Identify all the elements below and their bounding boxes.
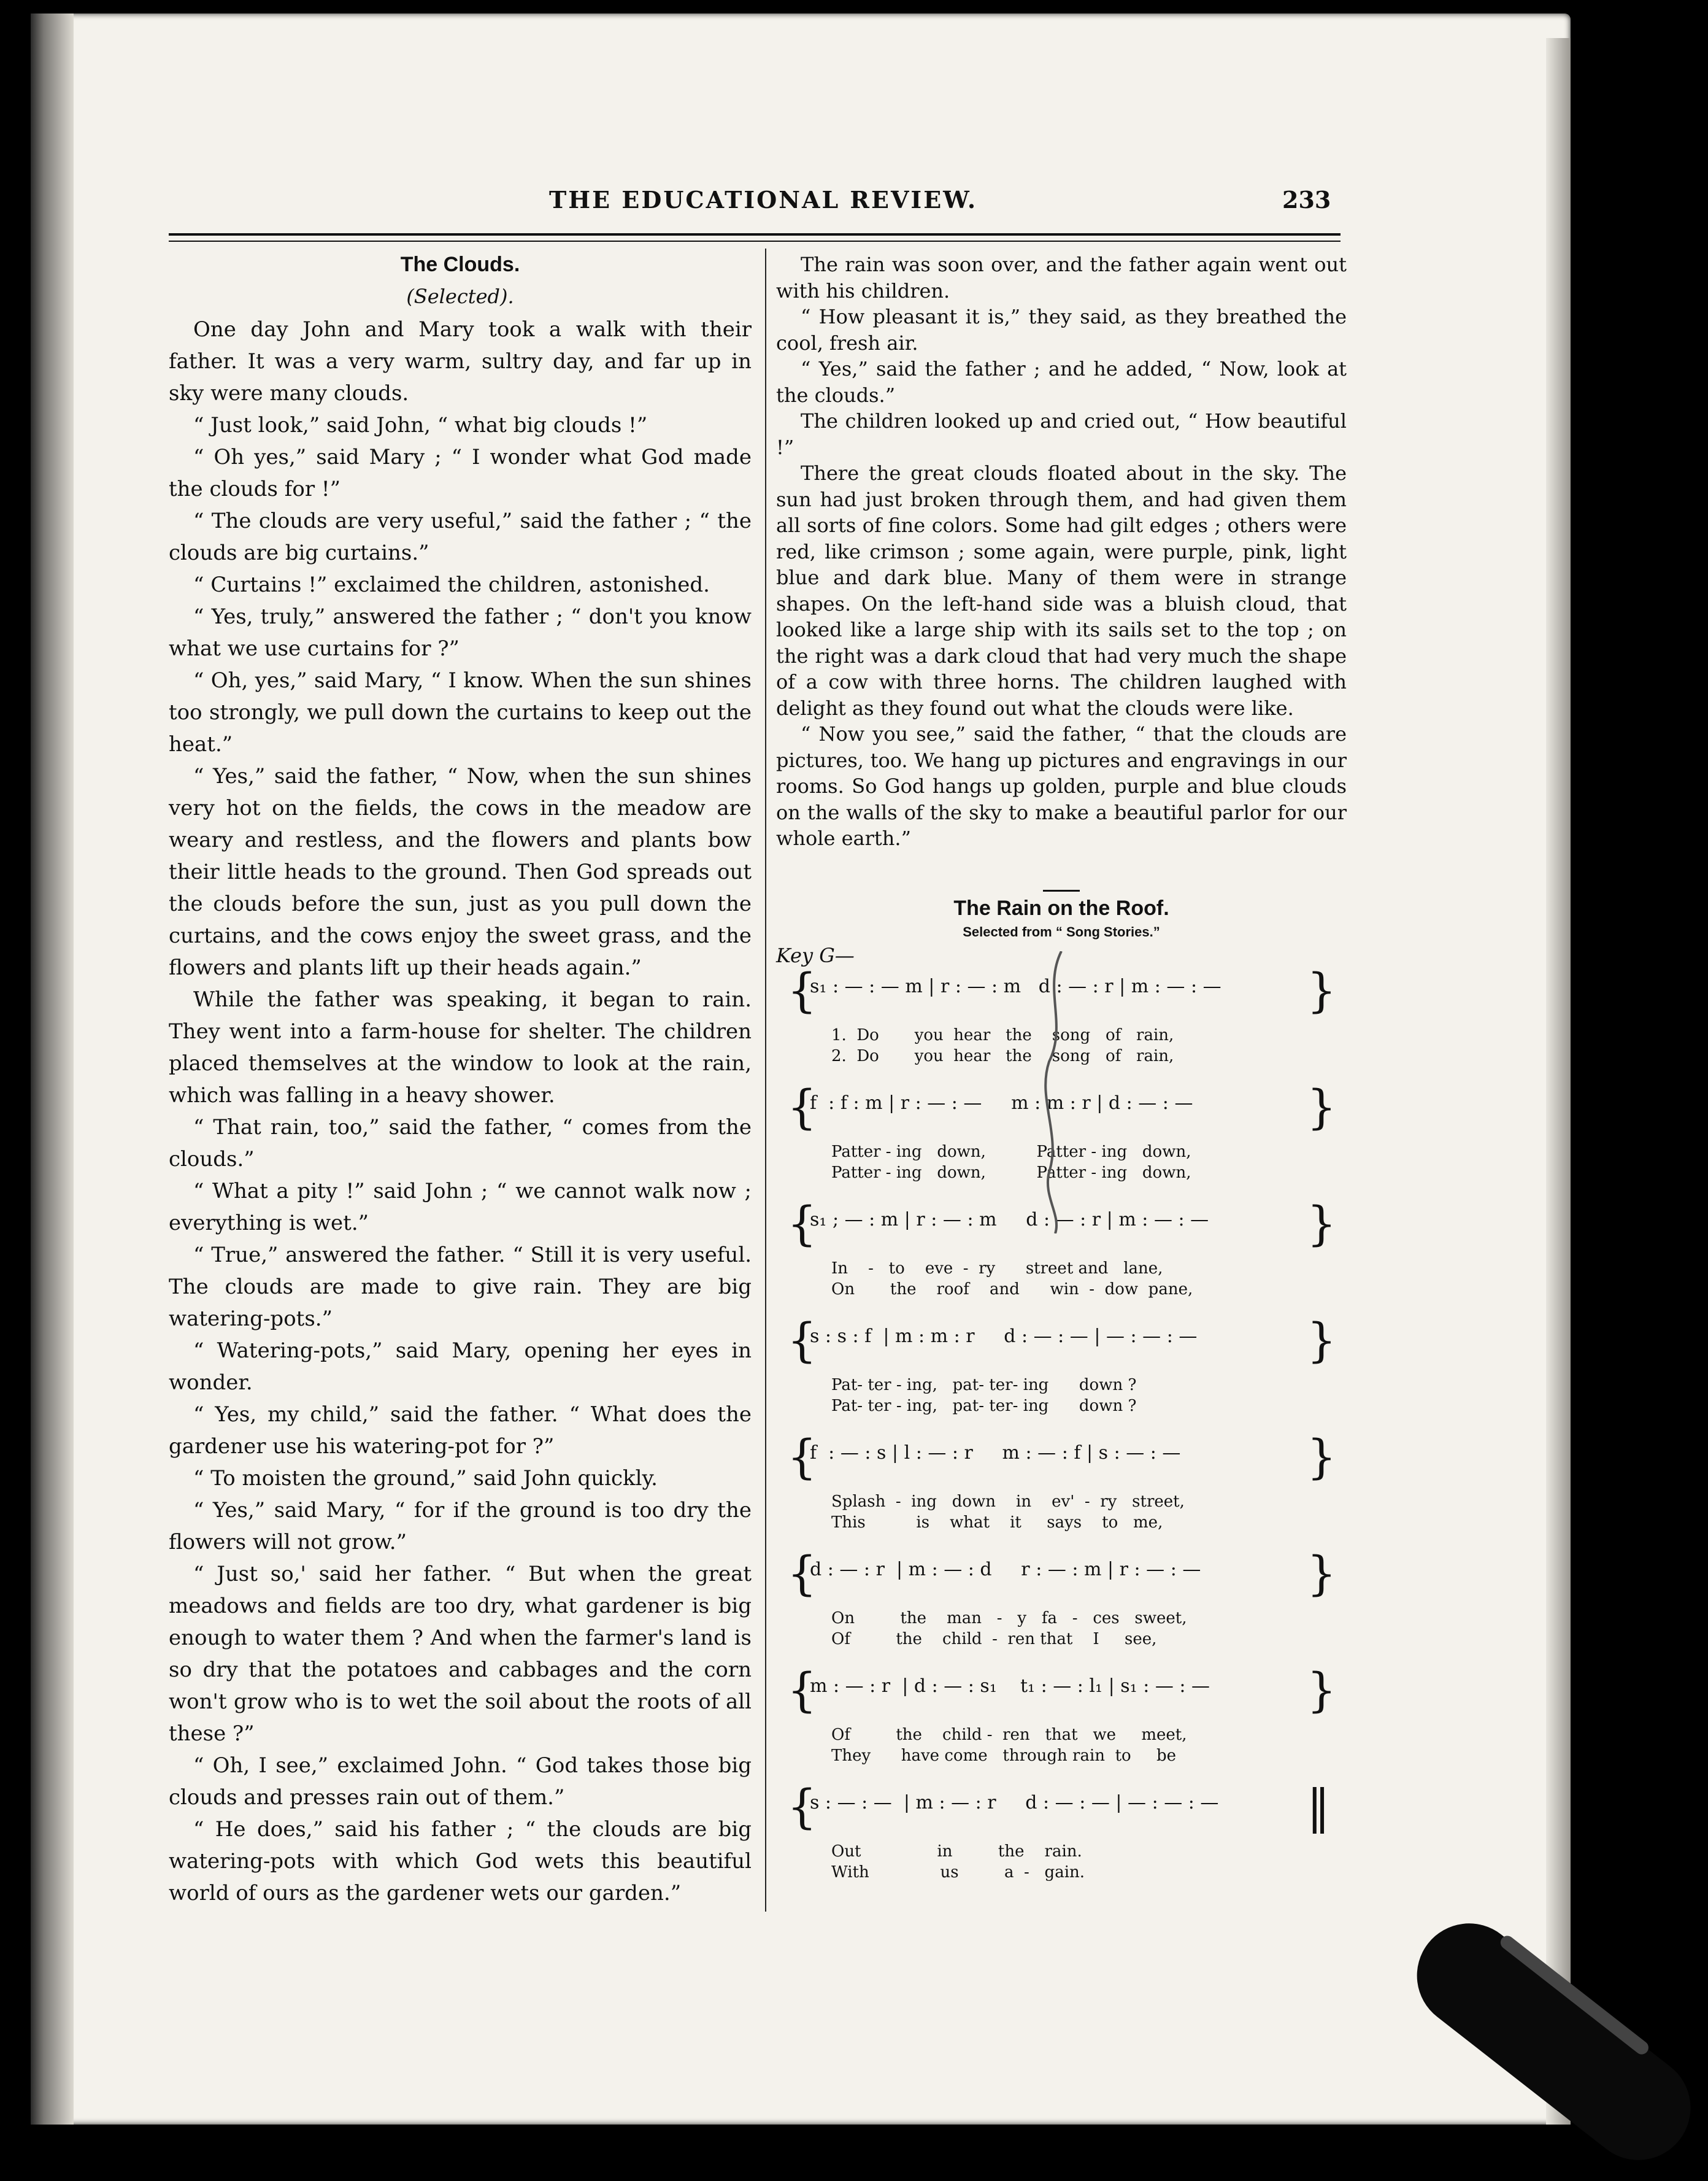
article-title: The Clouds. <box>400 253 520 276</box>
paragraph: “ Yes, truly,” answered the father ; “ don't you know what we use curtains for ?” <box>169 604 752 661</box>
brace-right: } <box>1307 1079 1337 1134</box>
solfa-notes: f : f : m | r : — : — m : m : r | d : — : — <box>810 1092 1193 1114</box>
brace-right: } <box>1307 1429 1337 1484</box>
paragraph: “ Oh, yes,” said Mary, “ I know. When the sun shines too strongly, we pull down the curtains to keep out the heat.” <box>169 668 752 757</box>
page-edge <box>1546 38 1571 2125</box>
lyric-line: 2. Do you hear the song of rain, <box>831 1047 1174 1065</box>
running-title: THE EDUCATIONAL REVIEW. <box>549 186 978 214</box>
lyric-line: On the man - y fa - ces sweet, <box>831 1609 1187 1627</box>
brace-left: { <box>787 1779 817 1834</box>
paragraph: “ Just so,' said her father. “ But when the great meadows and fields are too dry, what gardener is big enough to water them ? And when the farmer's land is so dry that the potatoes and cabbages and the corn won't grow who is to wet the soil about the roots of all these ?” <box>169 1562 752 1746</box>
paragraph: “ The clouds are very useful,” said the father ; “ the clouds are big curtains.” <box>169 509 752 565</box>
lyric-line: In - to eve - ry street and lane, <box>831 1259 1163 1278</box>
solfa-notes: s : — : — | m : — : r d : — : — | — : — : — <box>810 1792 1219 1813</box>
solfa-notes: d : — : r | m : — : d r : — : m | r : — : — <box>810 1559 1201 1580</box>
lyric-line: This is what it says to me, <box>831 1513 1163 1532</box>
lyric-line: Out in the rain. <box>831 1842 1082 1861</box>
article-subtitle: (Selected). <box>406 285 514 308</box>
stanza <box>776 1429 1347 1550</box>
paragraph: The rain was soon over, and the father again went out with his children. <box>776 253 1347 303</box>
stanza <box>776 1779 1347 1900</box>
song-key: Key G— <box>776 944 855 967</box>
solfa-notes: m : — : r | d : — : s₁ t₁ : — : l₁ | s₁ : — : — <box>810 1675 1210 1697</box>
lyric-line: 1. Do you hear the song of rain, <box>831 1026 1174 1044</box>
paragraph: “ Yes,” said the father ; and he added, “ Now, look at the clouds.” <box>776 357 1347 407</box>
paragraph: While the father was speaking, it began to rain. They went into a farm-house for shelter. The children placed themselves at the window to look at the rain, which was falling in a heavy shower. <box>169 987 752 1108</box>
solfa-notes: s₁ : — : — m | r : — : m d : — : r | m : — : — <box>810 976 1221 997</box>
brace-left: { <box>787 1079 817 1134</box>
stanza <box>776 1313 1347 1434</box>
paragraph: “ Yes, my child,” said the father. “ What does the gardener use his watering-pot for ?” <box>169 1402 752 1459</box>
lyric-line: Patter - ing down, Patter - ing down, <box>831 1164 1191 1182</box>
paragraph: “ How pleasant it is,” they said, as they breathed the cool, fresh air. <box>776 305 1347 355</box>
brace-left: { <box>787 1429 817 1484</box>
header-rule <box>169 233 1341 236</box>
paragraph: “ Just look,” said John, “ what big clouds !” <box>193 413 648 438</box>
brace-left: { <box>787 1313 817 1367</box>
section-rule <box>1043 890 1080 892</box>
brace-left: { <box>787 1196 817 1251</box>
song-source: Selected from “ Song Stories.” <box>963 924 1160 940</box>
paragraph: “ Yes,” said Mary, “ for if the ground is too dry the flowers will not grow.” <box>169 1498 752 1554</box>
paragraph: “ To moisten the ground,” said John quickly. <box>193 1466 658 1491</box>
brace-left: { <box>787 1662 817 1717</box>
solfa-notes: s₁ ; — : m | r : — : m d : — : r | m : — : — <box>810 1209 1209 1230</box>
brace-right: ‖ <box>1307 1779 1330 1834</box>
column-divider <box>765 249 766 1912</box>
lyric-line: They have come through rain to be <box>831 1747 1177 1765</box>
paragraph: “ Oh yes,” said Mary ; “ I wonder what God made the clouds for !” <box>169 445 752 501</box>
stanza <box>776 1662 1347 1783</box>
paragraph: “ True,” answered the father. “ Still it is very useful. The clouds are made to give rain. They are big watering-pots.” <box>169 1243 752 1331</box>
paragraph: “ Yes,” said the father, “ Now, when the sun shines very hot on the fields, the cows in the meadow are weary and restless, and the flowers and plants bow their little heads to the ground. Then God spreads out the clouds before the sun, just as you pull down the curtains, and the cows enjoy the sweet grass, and the flowers and plants lift up their heads again.” <box>169 764 752 980</box>
left-column <box>169 249 752 1909</box>
paragraph: “ What a pity !” said John ; “ we cannot walk now ; everything is wet.” <box>169 1179 752 1235</box>
brace-right: } <box>1307 1313 1337 1367</box>
lyric-line: On the roof and win - dow pane, <box>831 1280 1193 1299</box>
brace-right: } <box>1307 1196 1337 1251</box>
lyric-line: Pat- ter - ing, pat- ter- ing down ? <box>831 1376 1137 1394</box>
song-title: The Rain on the Roof. <box>953 897 1169 920</box>
brace-left: { <box>787 1546 817 1600</box>
paragraph: “ Now you see,” said the father, “ that the clouds are pictures, too. We hang up pictures and engravings in our rooms. So God hangs up golden, purple and blue clouds on the walls of the sky to make a beautiful parlor for our whole earth.” <box>776 722 1347 850</box>
solfa-notes: f : — : s | l : — : r m : — : f | s : — : — <box>810 1442 1181 1464</box>
lyric-line: Of the child - ren that I see, <box>831 1630 1157 1648</box>
lyric-line: Pat- ter - ing, pat- ter- ing down ? <box>831 1397 1137 1415</box>
paragraph: “ Oh, I see,” exclaimed John. “ God takes those big clouds and presses rain out of them.” <box>169 1753 752 1810</box>
paragraph: “ Curtains !” exclaimed the children, astonished. <box>193 573 710 597</box>
brace-right: } <box>1307 963 1337 1017</box>
paragraph: There the great clouds floated about in the sky. The sun had just broken through them, and had given them all sorts of fine colors. Some had gilt edges ; others were red, like crimson ; some again, were purple, pink, light blue and dark blue. Many of them were in strange shapes. On the left-hand side was a bluish cloud, that looked like a large ship with its sails set to the top ; on the right was a dark cloud that had very much the shape of a cow with three horns. The children laughed with delight as they found out what the clouds were like. <box>776 461 1347 720</box>
lyric-line: Of the child - ren that we meet, <box>831 1726 1187 1744</box>
paragraph: “ Watering-pots,” said Mary, opening her eyes in wonder. <box>169 1338 752 1395</box>
paragraph: One day John and Mary took a walk with their father. It was a very warm, sultry day, and far up in sky were many clouds. <box>169 317 752 406</box>
lyric-line: Patter - ing down, Patter - ing down, <box>831 1143 1191 1161</box>
book-spine <box>31 14 74 2125</box>
running-header <box>169 181 1341 218</box>
right-column-text <box>776 252 1347 852</box>
lyric-line: With us a - gain. <box>831 1863 1085 1882</box>
paragraph: The children looked up and cried out, “ How beautiful !” <box>776 409 1347 459</box>
brace-right: } <box>1307 1662 1337 1717</box>
header-rule-thin <box>169 241 1341 242</box>
stanza <box>776 1546 1347 1667</box>
page-number: 233 <box>1282 186 1331 214</box>
solfa-notes: s : s : f | m : m : r d : — : — | — : — : — <box>810 1326 1198 1347</box>
lyric-line: Splash - ing down in ev' - ry street, <box>831 1492 1185 1511</box>
paper-tear-mark <box>1037 951 1074 1233</box>
paragraph: “ That rain, too,” said the father, “ comes from the clouds.” <box>169 1115 752 1172</box>
paragraph: “ He does,” said his father ; “ the clouds are big watering-pots with which God wets this beautiful world of ours as the gardener wets our garden.” <box>169 1817 752 1905</box>
brace-left: { <box>787 963 817 1017</box>
brace-right: } <box>1307 1546 1337 1600</box>
